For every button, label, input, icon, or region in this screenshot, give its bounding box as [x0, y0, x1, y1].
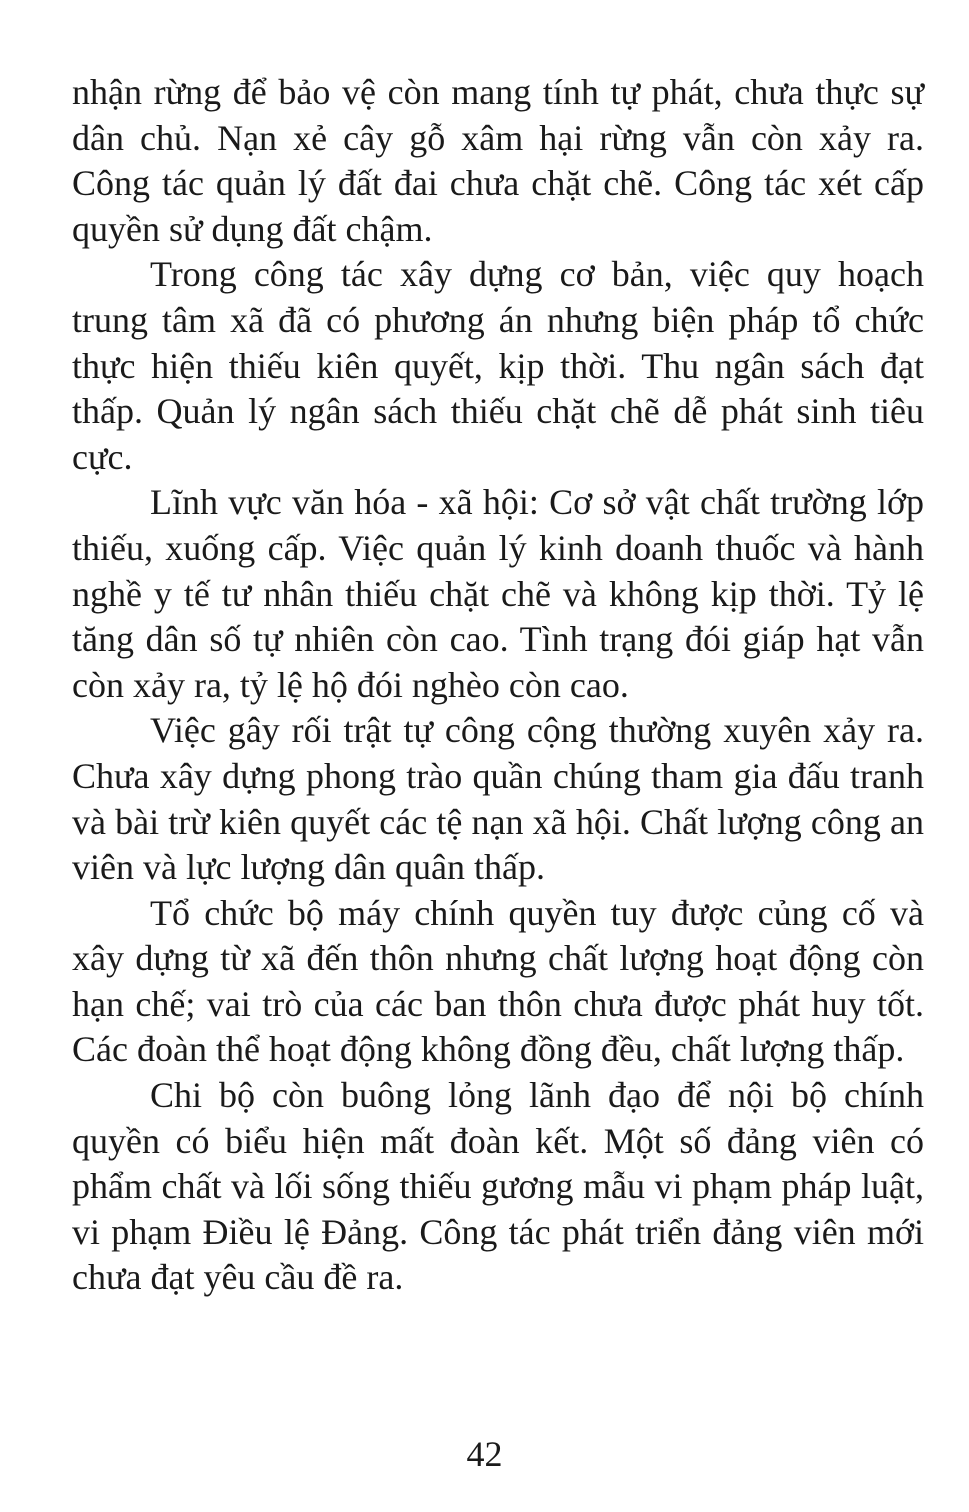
paragraph-continued: nhận rừng để bảo vệ còn mang tính tự phát, chưa thực sự dân chủ. Nạn xẻ cây gỗ xâm hại rừng vẫn còn xảy ra. Công tác quản lý đất đai chưa chặt chẽ. Công tác xét cấp quyền sử dụng đất chậm. — [72, 72, 924, 249]
paragraph-party-cell: Chi bộ còn buông lỏng lãnh đạo để nội bộ chính quyền có biểu hiện mất đoàn kết. Một số đảng viên có phẩm chất và lối sống thiếu gương mẫu vi phạm pháp luật, vi phạm Điều lệ Đảng. Công tác phát triển đảng viên mới chưa đạt yêu cầu đề ra. — [72, 1075, 924, 1298]
page-number: 42 — [466, 1434, 503, 1474]
paragraph-infrastructure: Trong công tác xây dựng cơ bản, việc quy hoạch trung tâm xã đã có phương án nhưng biện pháp tổ chức thực hiện thiếu kiên quyết, kịp thời. Thu ngân sách đạt thấp. Quản lý ngân sách thiếu chặt chẽ dễ phát sinh tiêu cực. — [72, 254, 924, 477]
paragraph-culture-society: Lĩnh vực văn hóa - xã hội: Cơ sở vật chất trường lớp thiếu, xuống cấp. Việc quản lý kinh doanh thuốc và hành nghề y tế tư nhân thiếu chặt chẽ và không kịp thời. Tỷ lệ tăng dân số tự nhiên còn cao. Tình trạng đói giáp hạt vẫn còn xảy ra, tỷ lệ hộ đói nghèo còn cao. — [72, 482, 924, 705]
paragraph-government-apparatus: Tổ chức bộ máy chính quyền tuy được củng cố và xây dựng từ xã đến thôn nhưng chất lượng hoạt động còn hạn chế; vai trò của các ban thôn chưa được phát huy tốt. Các đoàn thể hoạt động không đồng đều, chất lượng thấp. — [72, 892, 924, 1070]
body-text — [72, 70, 924, 1301]
paragraph-public-order: Việc gây rối trật tự công cộng thường xuyên xảy ra. Chưa xây dựng phong trào quần chúng tham gia đấu tranh và bài trừ kiên quyết các tệ nạn xã hội. Chất lượng công an viên và lực lượng dân quân thấp. — [72, 710, 924, 888]
